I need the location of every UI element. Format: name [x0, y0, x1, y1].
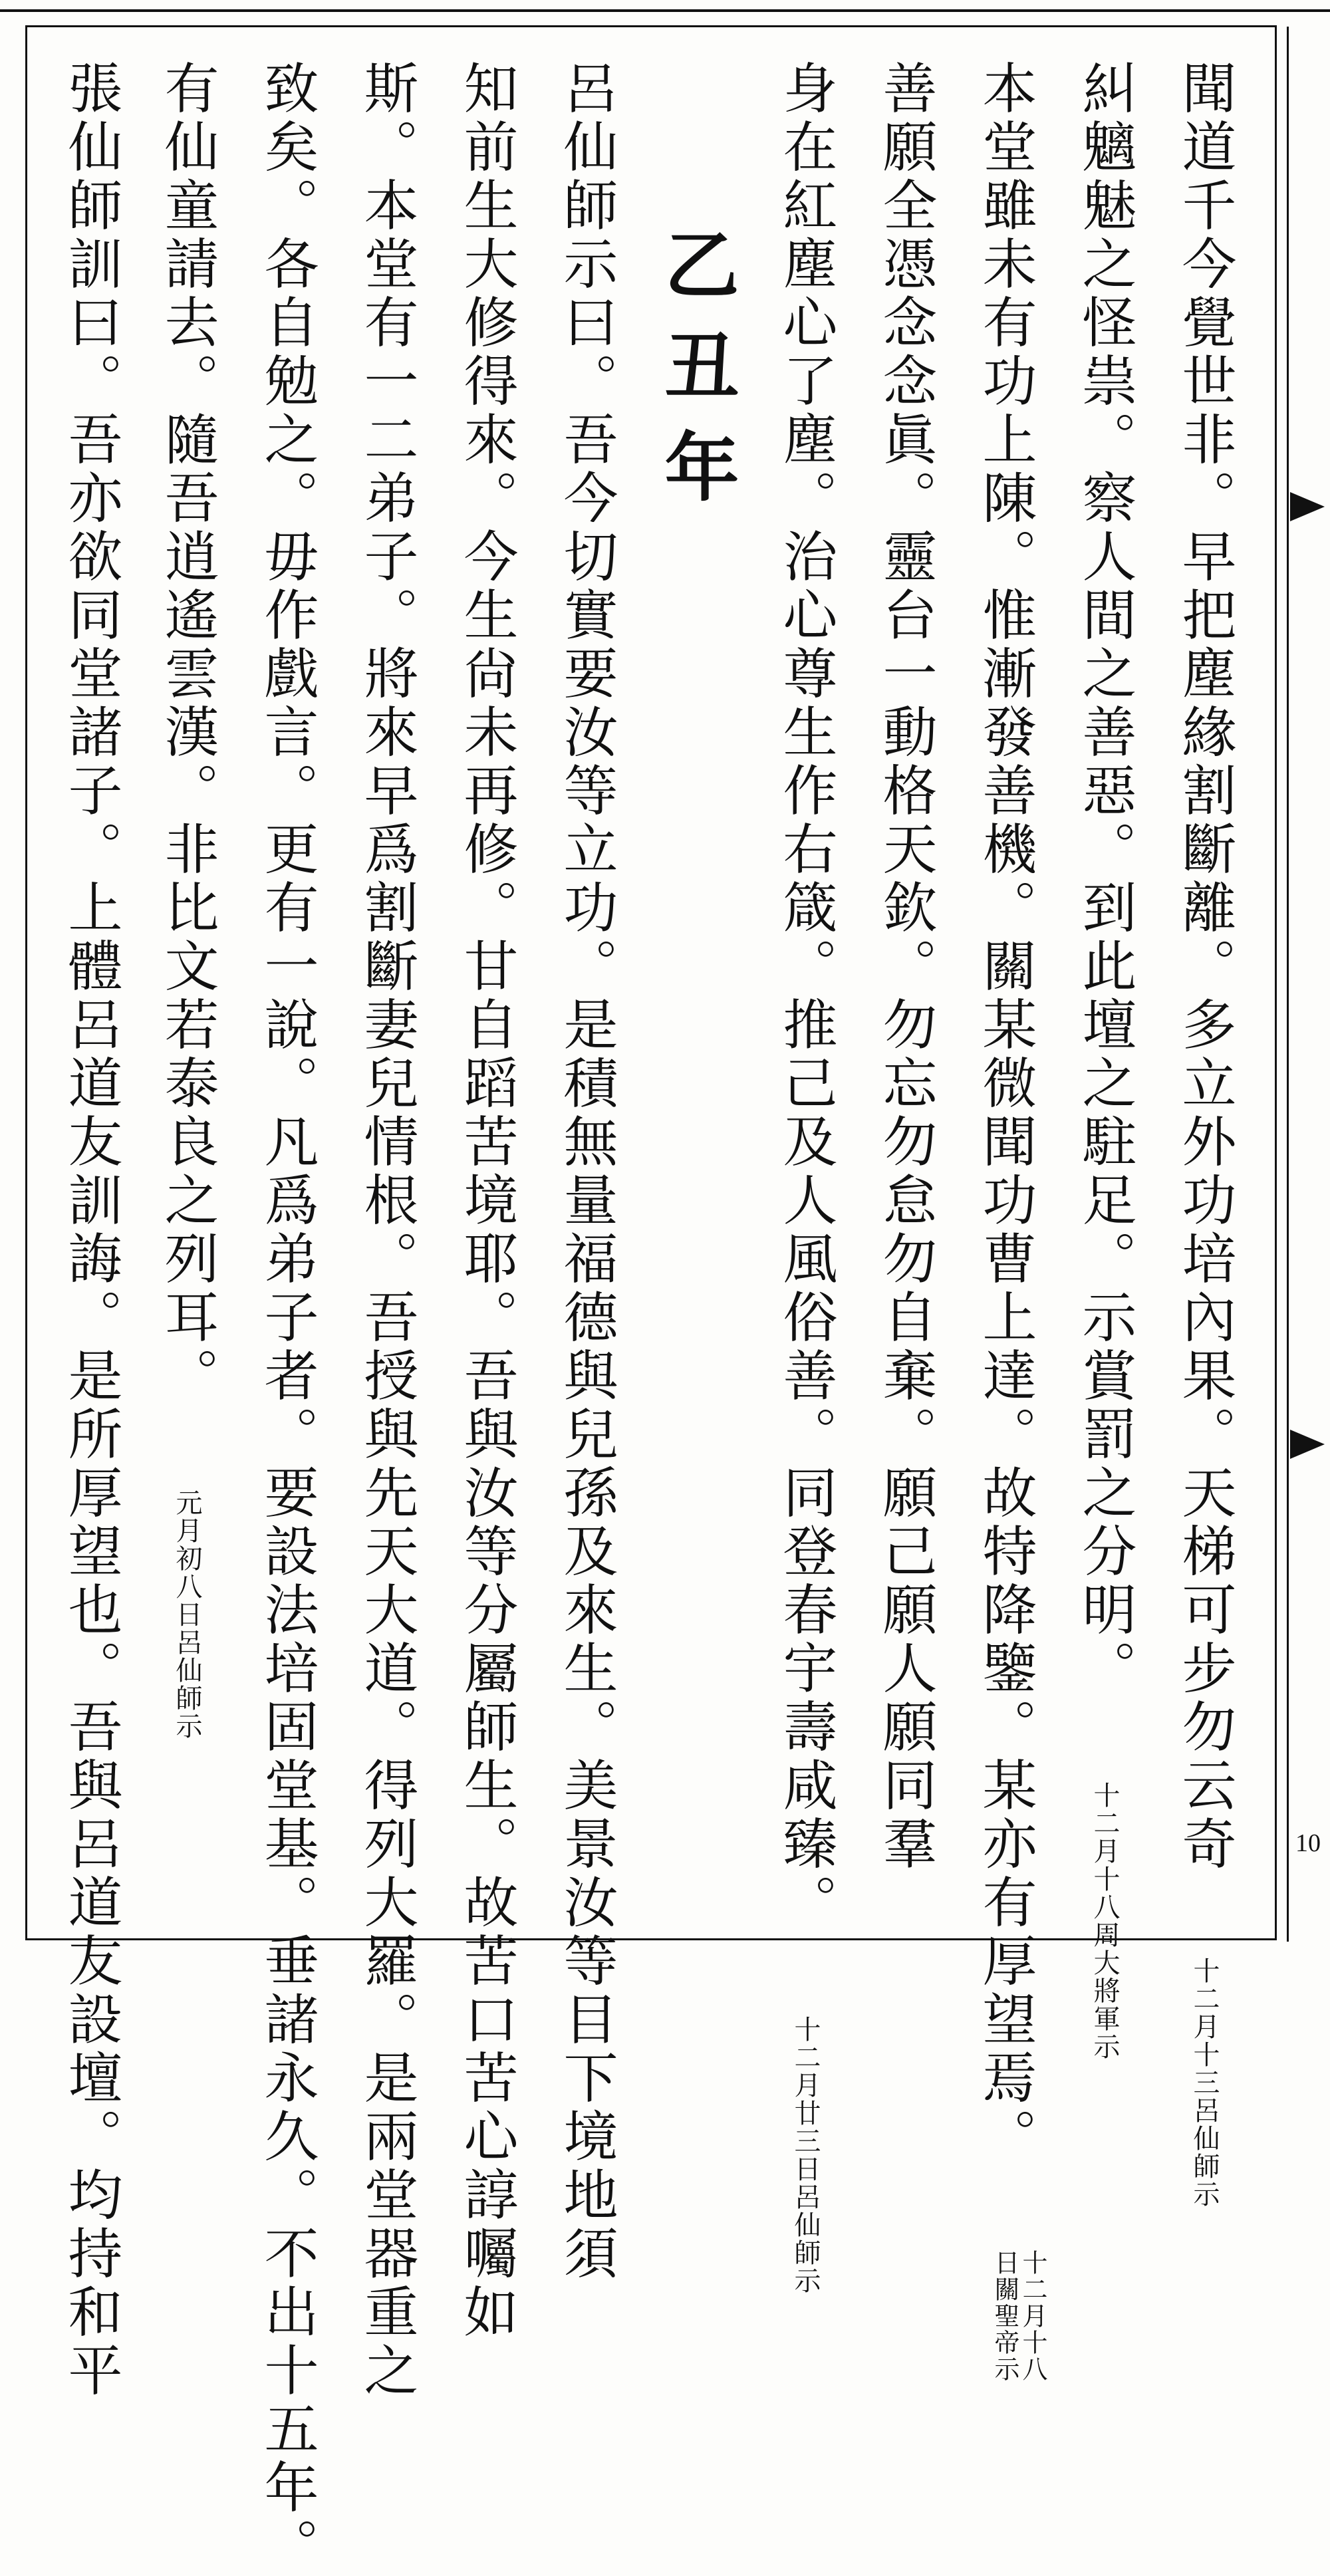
text-column-1: [1173, 60, 1236, 2208]
byline: [991, 2250, 1047, 2383]
byline: 十二月十三呂仙師示: [1189, 1957, 1220, 2208]
right-edge-rule: [1287, 27, 1289, 1942]
text-column-2: [1073, 60, 1136, 2061]
text-column-5: [774, 60, 837, 2295]
byline: 十二月十八周大將軍示: [1089, 1781, 1120, 2061]
section-heading: 乙丑年: [652, 226, 739, 529]
text-column-3: [974, 60, 1047, 2383]
column-text: 致矣。各自勉之。毋作戲言。更有一說。凡爲弟子者。要設法培固堂基。垂諸永久。不出十五年。: [255, 60, 319, 2576]
text-column-6: [555, 60, 618, 2283]
column-text: 知前生大修得來。今生尙未再修。甘自蹈苦境耶。吾與汝等分屬師生。故苦口苦心諄囑如: [455, 60, 518, 2342]
text-column-7: [455, 60, 518, 2342]
text-column-8: [355, 60, 418, 2400]
column-text: 呂仙師示曰。吾今切實要汝等立功。是積無量福德與兒孫及來生。美景汝等目下境地須: [555, 60, 618, 2283]
column-text: 糾魑魅之怪祟。察人間之善惡。到此壇之駐足。示賞罰之分明。: [1073, 60, 1136, 1698]
byline: 十二月廿三日呂仙師示: [790, 2015, 821, 2295]
column-text: 身在紅塵心了塵。治心尊生作右箴。推己及人風俗善。同登春宇壽咸臻。: [774, 60, 837, 1932]
edge-arrow-marker: [1290, 492, 1325, 521]
column-text: 張仙師訓曰。吾亦欲同堂諸子。上體呂道友訓誨。是所厚望也。吾與呂道友設壇。均持和平: [59, 60, 122, 2400]
byline-line: 日關聖帝示: [990, 2250, 1019, 2383]
text-column-11: [59, 60, 122, 2400]
column-text: 善願全憑念念眞。靈台一動格天欽。勿忘勿怠勿自棄。願己願人願同羣: [874, 60, 937, 1874]
text-column-9: [255, 60, 319, 2576]
text-column-4: [874, 60, 937, 1874]
column-text: 斯。本堂有一二弟子。將來早爲割斷妻兒情根。吾授與先天大道。得列大羅。是兩堂器重之: [355, 60, 418, 2400]
column-text: 有仙童請去。隨吾逍遙雲漢。非比文若泰良之列耳。: [156, 60, 219, 1406]
edge-arrow-marker: [1290, 1430, 1325, 1459]
page-number: 10: [1295, 1829, 1321, 1857]
top-rule: [0, 9, 1330, 12]
column-text: 聞道千今覺世非。早把塵緣割斷離。多立外功培內果。天梯可步勿云奇: [1173, 60, 1236, 1874]
column-text: 本堂雖未有功上陳。惟漸發善機。關某微聞功曹上達。故特降鑒。某亦有厚望焉。: [974, 60, 1037, 2166]
text-column-10: [156, 60, 219, 1740]
byline-line: 十二月十八: [1018, 2250, 1047, 2383]
byline: 元月初八日呂仙師示: [172, 1489, 202, 1740]
